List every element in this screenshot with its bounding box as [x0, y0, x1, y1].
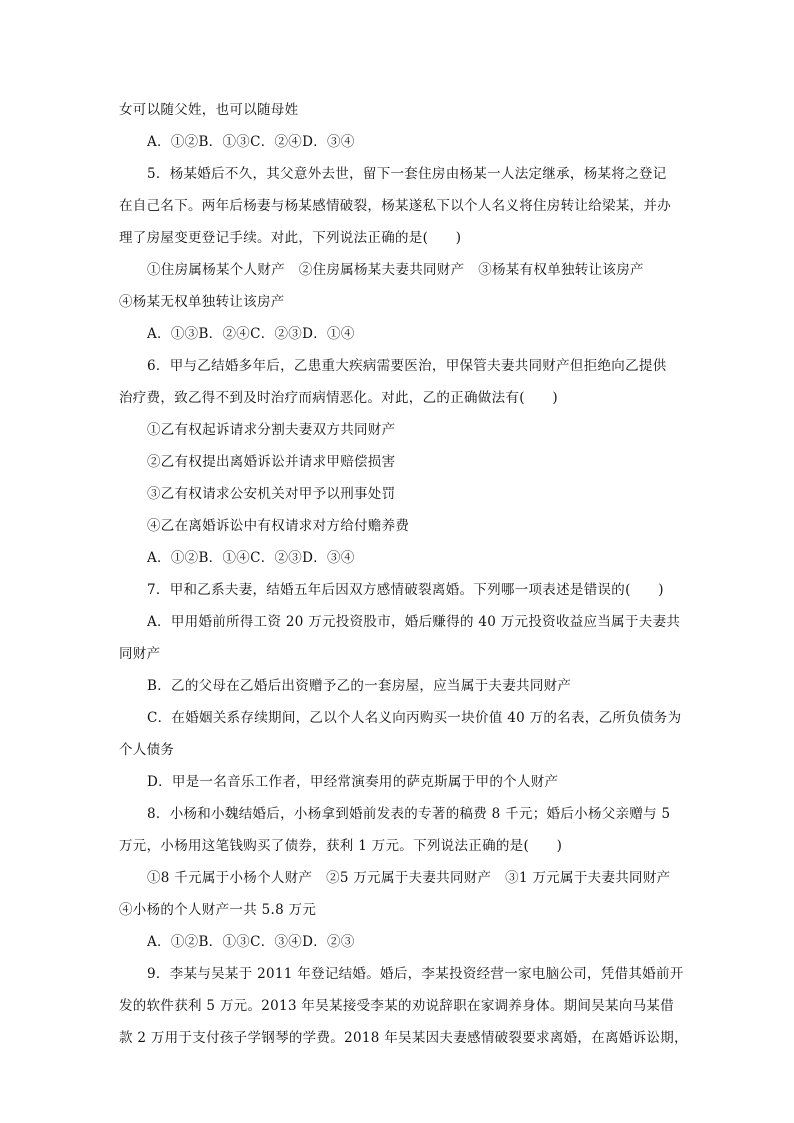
answer-options: A．①②B．①③C．③④D．②③ — [147, 934, 355, 950]
statement-item: ①乙有权起诉请求分割夫妻双方共同财产 — [147, 422, 396, 438]
option-d: D．甲是一名音乐工作者，甲经常演奏用的萨克斯属于甲的个人财产 — [147, 774, 559, 790]
answer-options: A．①②B．①③C．②④D．③④ — [147, 134, 355, 150]
statement-item: ④乙在离婚诉讼中有权请求对方给付赡养费 — [147, 518, 410, 534]
text-line: 个人债务 — [119, 742, 175, 758]
text-line: 同财产 — [119, 646, 161, 662]
text-line: 治疗费，致乙得不到及时治疗而病情恶化。对此，乙的正确做法有( ) — [119, 390, 558, 406]
question-6-stem: 6．甲与乙结婚多年后，乙患重大疾病需要医治，甲保管夫妻共同财产但拒绝向乙提供 — [147, 358, 667, 374]
statement-list: ①住房属杨某个人财产 ②住房属杨某夫妻共同财产 ③杨某有权单独转让该房产 — [147, 262, 644, 278]
statement-item: ③乙有权请求公安机关对甲予以刑事处罚 — [147, 486, 396, 502]
text-line: 发的软件获利 5 万元。2013 年吴某接受李某的劝说辞职在家调养身体。期间吴某向马某借 — [119, 998, 675, 1014]
question-7-stem: 7．甲和乙系夫妻，结婚五年后因双方感情破裂离婚。下列哪一项表述是错误的( ) — [147, 582, 664, 598]
answer-options: A．①②B．①④C．②③D．③④ — [147, 550, 355, 566]
question-8-stem: 8．小杨和小魏结婚后，小杨拿到婚前发表的专著的稿费 8 千元；婚后小杨父亲赠与 5 — [147, 806, 671, 822]
text-line: 理了房屋变更登记手续。对此，下列说法正确的是( ) — [119, 230, 462, 246]
text-line: 款 2 万用于支付孩子学钢琴的学费。2018 年吴某因夫妻感情破裂要求离婚，在离婚诉讼期， — [119, 1030, 688, 1046]
answer-options: A．①③B．②④C．②③D．①④ — [147, 326, 355, 342]
statement-item: ②乙有权提出离婚诉讼并请求甲赔偿损害 — [147, 454, 396, 470]
question-5-stem: 5．杨某婚后不久，其父意外去世，留下一套住房由杨某一人法定继承，杨某将之登记 — [147, 166, 667, 182]
question-9-stem: 9．李某与吴某于 2011 年登记结婚。婚后，李某投资经营一家电脑公司，凭借其婚前开 — [147, 966, 684, 982]
statement-list: ①8 千元属于小杨个人财产 ②5 万元属于夫妻共同财产 ③1 万元属于夫妻共同财产 — [147, 870, 671, 886]
text-line: 在自己名下。两年后杨妻与杨某感情破裂，杨某遂私下以个人名义将住房转让给梁某，并办 — [119, 198, 671, 214]
statement-list: ④杨某无权单独转让该房产 — [119, 294, 285, 310]
text-line: 万元，小杨用这笔钱购买了债券，获利 1 万元。下列说法正确的是( ) — [119, 838, 563, 854]
statement-list: ④小杨的个人财产一共 5.8 万元 — [119, 902, 317, 918]
option-a: A．甲用婚前所得工资 20 万元投资股市，婚后赚得的 40 万元投资收益应当属于夫妻共 — [147, 614, 681, 630]
option-b: B．乙的父母在乙婚后出资赠予乙的一套房屋，应当属于夫妻共同财产 — [147, 678, 572, 694]
text-line: 女可以随父姓，也可以随母姓 — [119, 102, 299, 118]
option-c: C．在婚姻关系存续期间，乙以个人名义向丙购买一块价值 40 万的名表，乙所负债务为 — [147, 710, 682, 726]
